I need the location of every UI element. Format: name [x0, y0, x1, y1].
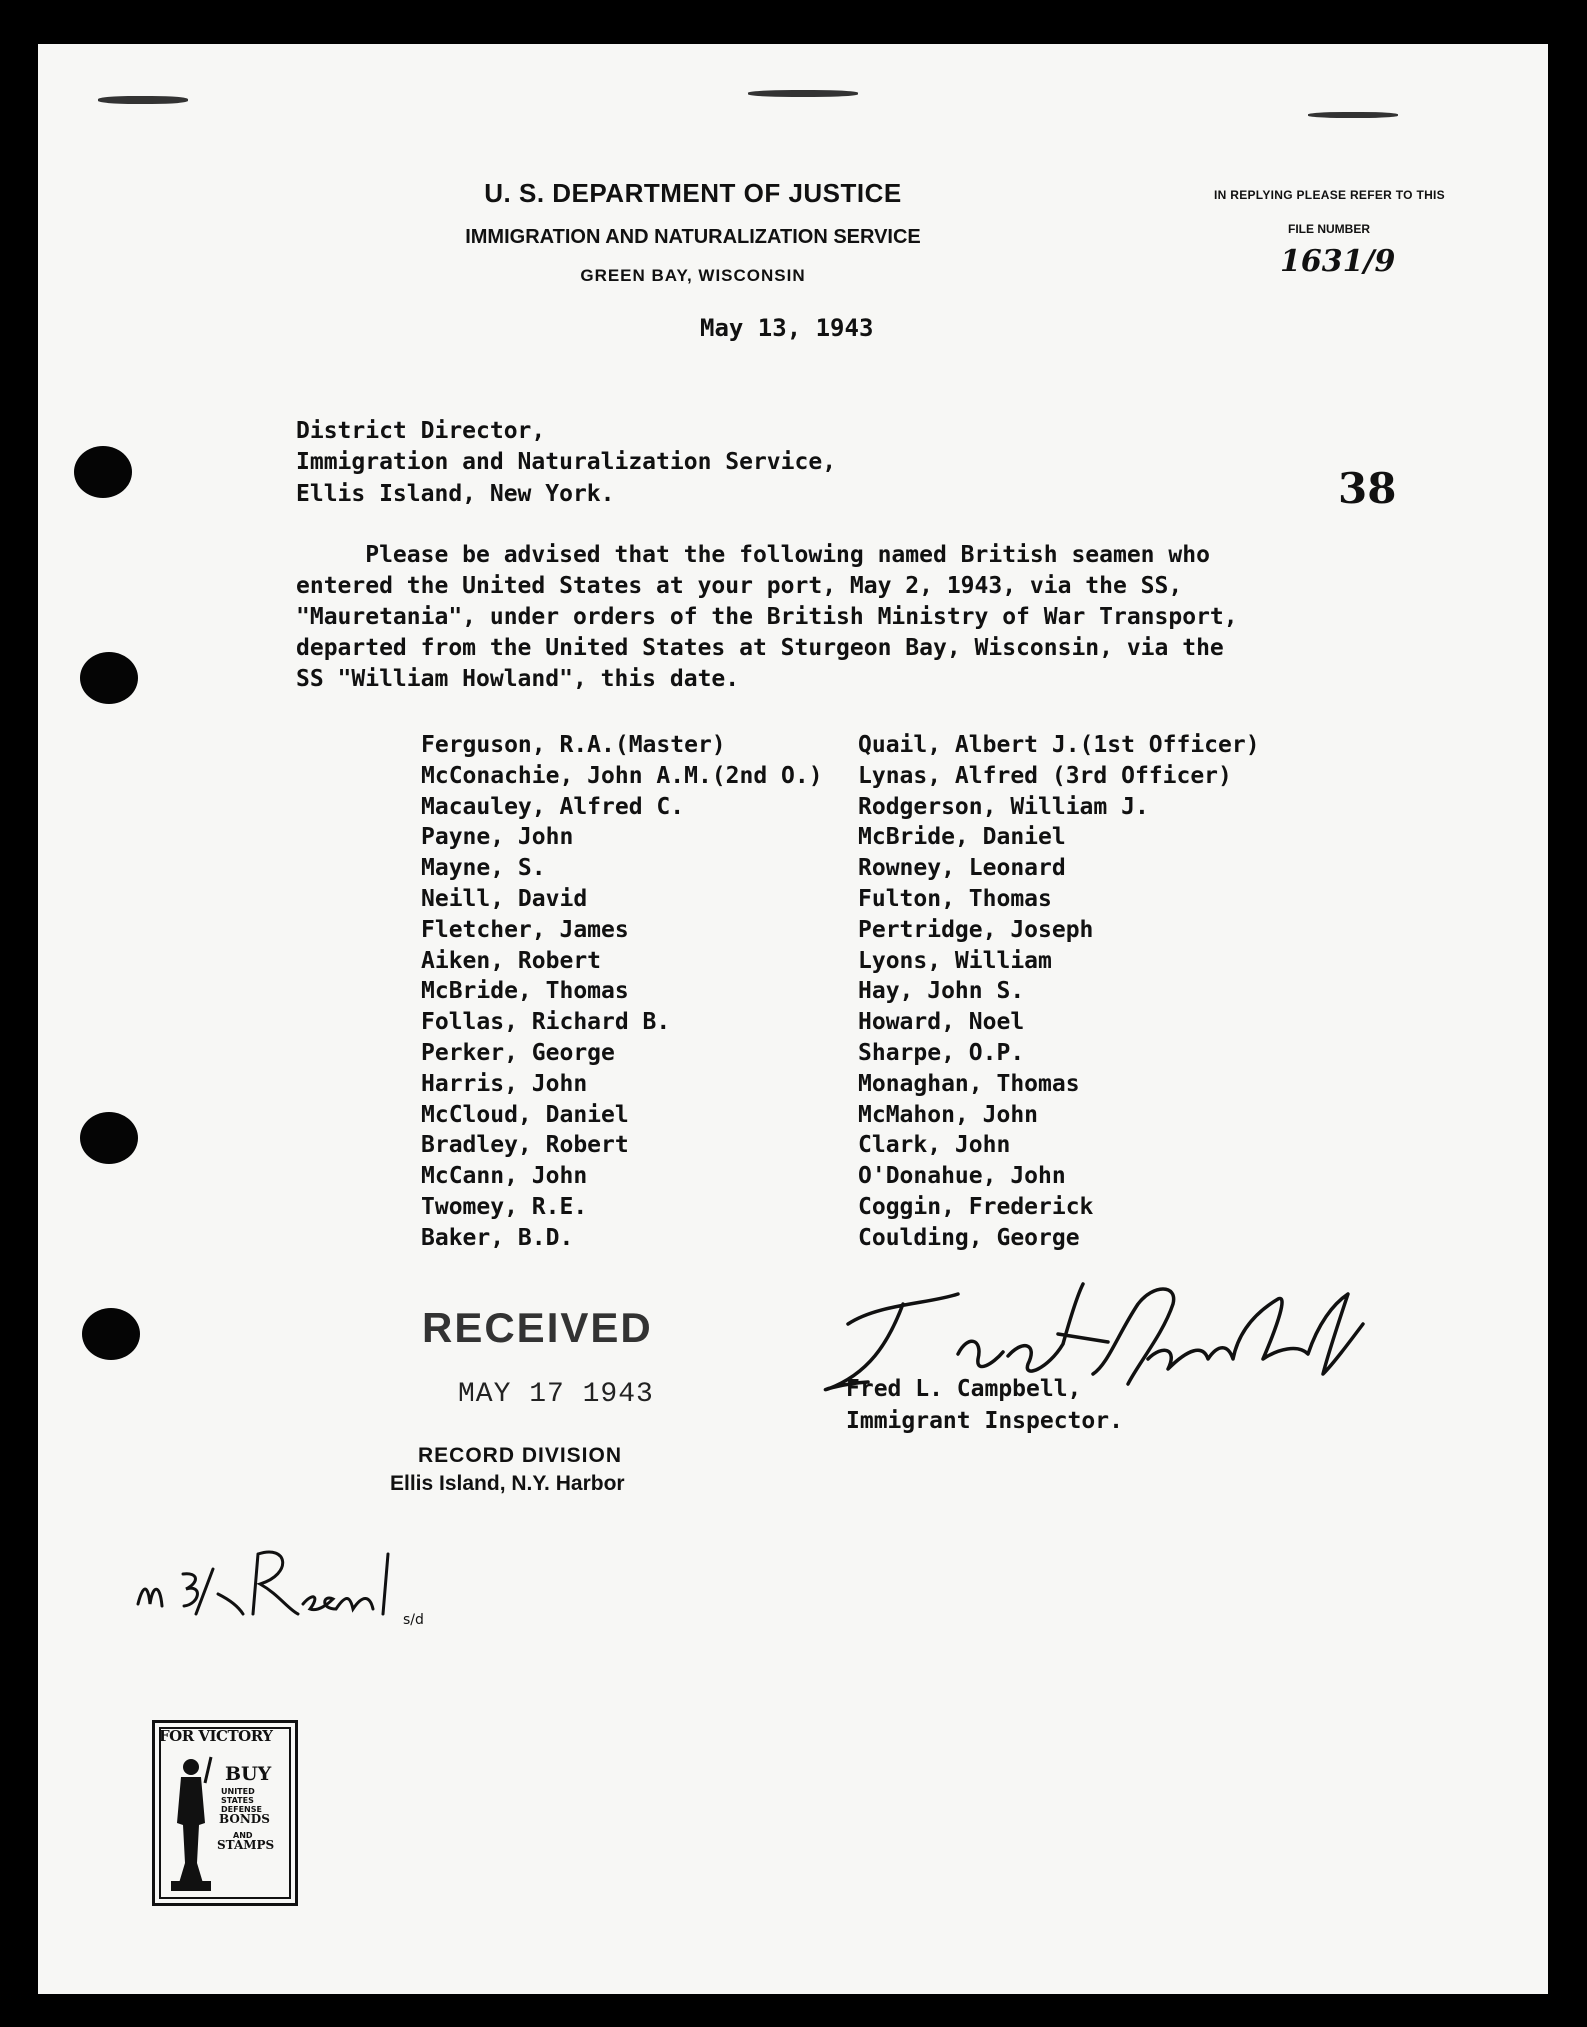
stamp-buy-label: BUY: [225, 1763, 272, 1785]
seaman-name: Baker, B.D.: [421, 1224, 574, 1251]
punch-hole: [82, 1308, 140, 1360]
stamp-text: STAMPS: [217, 1838, 275, 1852]
handwritten-note: [88, 1514, 468, 1634]
seaman-name: Fulton, Thomas: [858, 885, 1052, 912]
seaman-name: Howard, Noel: [858, 1009, 1025, 1036]
seaman-name: Payne, John: [421, 824, 574, 851]
reply-reference-note: IN REPLYING PLEASE REFER TO THIS: [1214, 188, 1445, 202]
seaman-name: Pertridge, Joseph: [858, 916, 1094, 943]
minuteman-statue-icon: [163, 1753, 219, 1893]
addressee-line: Immigration and Naturalization Service,: [296, 449, 837, 475]
punch-hole: [74, 446, 132, 498]
seaman-name: Harris, John: [421, 1070, 588, 1097]
file-number: 1631/9: [1280, 244, 1396, 279]
svg-text:s/d: s/d: [403, 1612, 424, 1628]
seaman-name: Hay, John S.: [858, 978, 1025, 1005]
seaman-name: O'Donahue, John: [858, 1163, 1066, 1190]
body-text-line: Please be advised that the following named British seamen who: [296, 542, 1210, 568]
seaman-name: McConachie, John A.M.(2nd O.): [421, 762, 823, 789]
office-location: GREEN BAY, WISCONSIN: [580, 266, 806, 285]
seaman-name: Coulding, George: [858, 1224, 1080, 1251]
seaman-name: Bradley, Robert: [421, 1132, 629, 1159]
received-stamp-label: RECEIVED: [422, 1304, 653, 1351]
received-stamp-place: Ellis Island, N.Y. Harbor: [390, 1472, 625, 1495]
seaman-name: Quail, Albert J.(1st Officer): [858, 732, 1260, 758]
stamp-title: FOR VICTORY: [159, 1727, 273, 1745]
stamp-text: BONDS: [219, 1812, 270, 1826]
ink-smudge: [748, 90, 858, 97]
seaman-name: Lyons, William: [858, 947, 1052, 974]
ink-smudge: [1308, 112, 1398, 118]
stamp-text: AND: [233, 1831, 253, 1840]
letter-date: May 13, 1943: [700, 314, 874, 342]
body-text-line: "Mauretania", under orders of the British Ministry of War Transport,: [296, 604, 1238, 630]
file-number-label: FILE NUMBER: [1288, 222, 1370, 236]
seaman-name: McCann, John: [421, 1163, 588, 1190]
stamp-text: UNITED: [221, 1787, 255, 1796]
stamp-text: DEFENSE: [221, 1805, 262, 1814]
letter-page: [38, 44, 1548, 1994]
seaman-name: Ferguson, R.A.(Master): [421, 732, 726, 758]
ink-smudge: [98, 96, 188, 104]
addressee-line: Ellis Island, New York.: [296, 481, 615, 507]
seaman-name: Rodgerson, William J.: [858, 793, 1149, 820]
body-text-line: SS "William Howland", this date.: [296, 666, 740, 692]
seaman-name: Monaghan, Thomas: [858, 1070, 1080, 1097]
seaman-name: McCloud, Daniel: [421, 1101, 629, 1128]
seaman-name: Lynas, Alfred (3rd Officer): [858, 762, 1232, 789]
seaman-name: Coggin, Frederick: [858, 1193, 1094, 1220]
addressee-line: District Director,: [296, 418, 546, 444]
seaman-name: Macauley, Alfred C.: [421, 793, 685, 820]
received-stamp-division: RECORD DIVISION: [418, 1444, 623, 1467]
signer-title: Immigrant Inspector.: [846, 1408, 1123, 1434]
seaman-name: McBride, Thomas: [421, 978, 629, 1005]
service-name: IMMIGRATION AND NATURALIZATION SERVICE: [465, 226, 921, 248]
seaman-name: Neill, David: [421, 885, 588, 912]
agency-name: U. S. DEPARTMENT OF JUSTICE: [484, 178, 902, 208]
seamen-list-left: [421, 730, 823, 1254]
seaman-name: Sharpe, O.P.: [858, 1039, 1025, 1066]
stamp-text: STATES: [221, 1796, 254, 1805]
seaman-name: Twomey, R.E.: [421, 1193, 588, 1220]
seaman-name: McMahon, John: [858, 1101, 1039, 1128]
seamen-list-right: [858, 730, 1260, 1254]
punch-hole: [80, 1112, 138, 1164]
punch-hole: [80, 652, 138, 704]
seaman-name: Fletcher, James: [421, 916, 629, 943]
signer-name: Fred L. Campbell,: [846, 1376, 1082, 1402]
seaman-name: Follas, Richard B.: [421, 1009, 671, 1036]
body-text-line: departed from the United States at Sturgeon Bay, Wisconsin, via the: [296, 635, 1224, 661]
seaman-name: Clark, John: [858, 1132, 1011, 1159]
seaman-name: Rowney, Leonard: [858, 855, 1066, 882]
seaman-name: Aiken, Robert: [421, 947, 602, 974]
page-number: 38: [1338, 464, 1397, 513]
victory-bond-stamp: [152, 1720, 298, 1906]
seaman-name: Mayne, S.: [421, 855, 546, 882]
seaman-name: McBride, Daniel: [858, 824, 1066, 851]
seaman-name: Perker, George: [421, 1039, 615, 1066]
body-text-line: entered the United States at your port, May 2, 1943, via the SS,: [296, 573, 1183, 599]
received-stamp-date: MAY 17 1943: [458, 1379, 654, 1410]
